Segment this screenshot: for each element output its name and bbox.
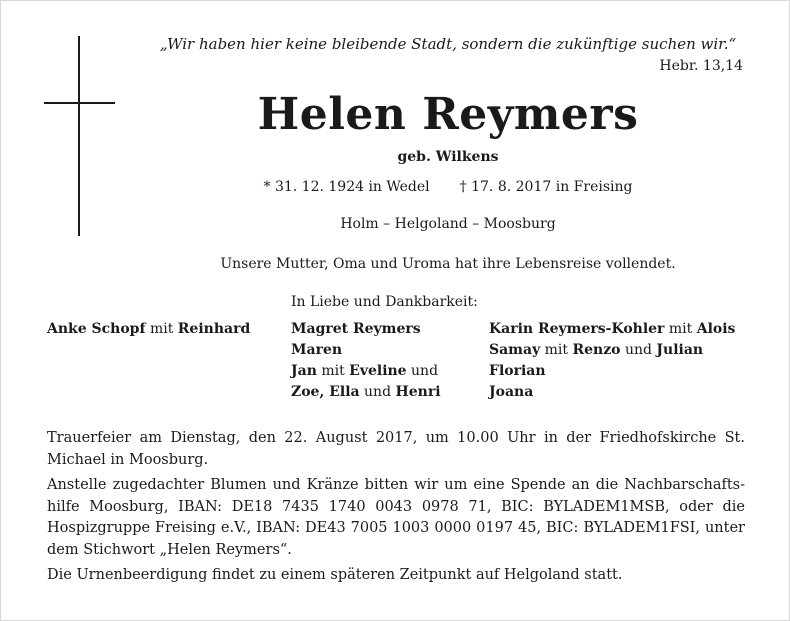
donation-paragraph: Anstelle zugedachter Blumen und Kränze bitten wir um eine Spende an die Nachbarschafts-hilfe Moosburg, IBAN: DE18 7435 1740 0043 0978 71, BIC: BYLADEM1MSB, oder die Hospizgruppe Freising e.V., IBAN: DE43 7005 1003 0000 0197 45, BIC: BYLADEM1FSI, unter dem Stichwort „Helen Reymers“. xyxy=(47,477,745,558)
funeral-paragraph: Trauerfeier am Dienstag, den 22. August 2017, um 10.00 Uhr in der Friedhofskirche St. Michael in Moosburg. xyxy=(47,430,745,468)
deceased-name: Helen Reymers xyxy=(257,89,639,140)
mourners-column-3 xyxy=(489,319,735,403)
birth-name: geb. Wilkens xyxy=(397,149,499,165)
cross-icon-vertical xyxy=(78,36,80,236)
mourner-line: Jan mit Eveline und xyxy=(291,363,439,379)
mourners-column-2 xyxy=(291,319,441,403)
notice-body xyxy=(47,428,745,591)
bible-quote: „Wir haben hier keine bleibende Stadt, sondern die zukünftige suchen wir.“ xyxy=(159,35,737,53)
mourner-line: Karin Reymers-Kohler mit Alois xyxy=(489,321,736,337)
mourners-column-1 xyxy=(47,319,250,340)
mourner-line: Maren xyxy=(291,342,343,358)
life-places: Holm – Helgoland – Moosburg xyxy=(340,216,556,232)
mourner-line: Anke Schopf mit Reinhard xyxy=(47,321,251,337)
mourner-line: Florian xyxy=(489,363,546,379)
love-line: In Liebe und Dankbarkeit: xyxy=(291,294,478,310)
mourner-line: Zoe, Ella und Henri xyxy=(291,384,441,400)
mourner-line: Magret Reymers xyxy=(291,321,421,337)
bible-reference: Hebr. 13,14 xyxy=(659,58,743,74)
urn-paragraph: Die Urnenbeerdigung findet zu einem späteren Zeitpunkt auf Helgoland statt. xyxy=(47,567,623,583)
life-dates xyxy=(151,177,745,197)
cross-icon-horizontal xyxy=(44,102,115,104)
mourner-line: Joana xyxy=(489,384,534,400)
birth-date: * 31. 12. 1924 in Wedel xyxy=(263,179,430,195)
mourner-line: Samay mit Renzo und Julian xyxy=(489,342,704,358)
death-date: † 17. 8. 2017 in Freising xyxy=(459,179,633,195)
farewell-line: Unsere Mutter, Oma und Uroma hat ihre Lebensreise vollendet. xyxy=(220,256,676,272)
